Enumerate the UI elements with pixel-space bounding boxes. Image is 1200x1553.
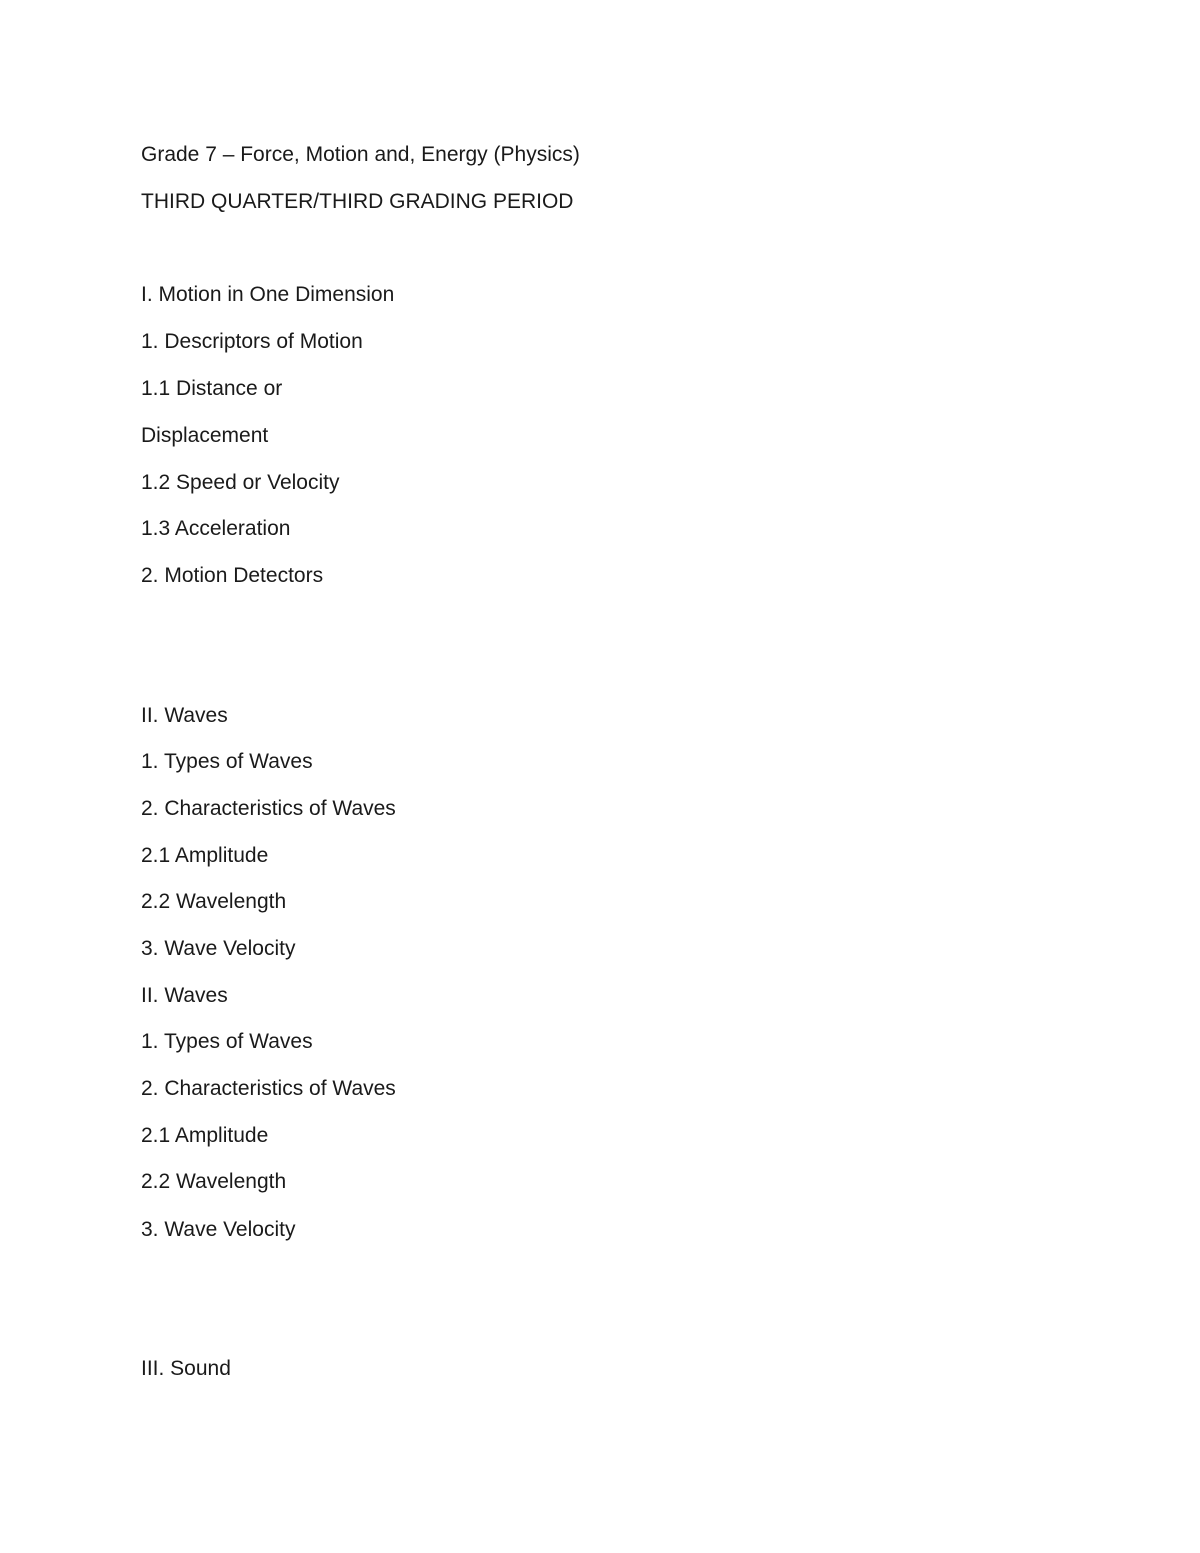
outline-item: 2.2 Wavelength <box>141 1170 287 1193</box>
section-heading-waves: II. Waves <box>141 704 228 727</box>
outline-item: 1.2 Speed or Velocity <box>141 471 340 494</box>
outline-item: 1.1 Distance or <box>141 377 283 400</box>
outline-item: 3. Wave Velocity <box>141 1218 296 1241</box>
section-heading-motion: I. Motion in One Dimension <box>141 283 395 306</box>
outline-item: 2.1 Amplitude <box>141 844 269 867</box>
outline-item: 2.2 Wavelength <box>141 890 287 913</box>
outline-item: 2. Characteristics of Waves <box>141 797 396 820</box>
outline-item: 1. Types of Waves <box>141 1030 313 1053</box>
section-heading-waves-repeat: II. Waves <box>141 984 228 1007</box>
section-heading-sound: III. Sound <box>141 1357 231 1380</box>
outline-item: 1.3 Acceleration <box>141 517 291 540</box>
outline-item: 3. Wave Velocity <box>141 937 296 960</box>
document-title: Grade 7 – Force, Motion and, Energy (Physics) <box>141 143 580 166</box>
outline-item: 1. Descriptors of Motion <box>141 330 363 353</box>
grading-period: THIRD QUARTER/THIRD GRADING PERIOD <box>141 190 574 213</box>
outline-item: 2.1 Amplitude <box>141 1124 269 1147</box>
outline-item: 2. Motion Detectors <box>141 564 324 587</box>
outline-item: Displacement <box>141 424 269 447</box>
outline-item: 2. Characteristics of Waves <box>141 1077 396 1100</box>
outline-item: 1. Types of Waves <box>141 750 313 773</box>
